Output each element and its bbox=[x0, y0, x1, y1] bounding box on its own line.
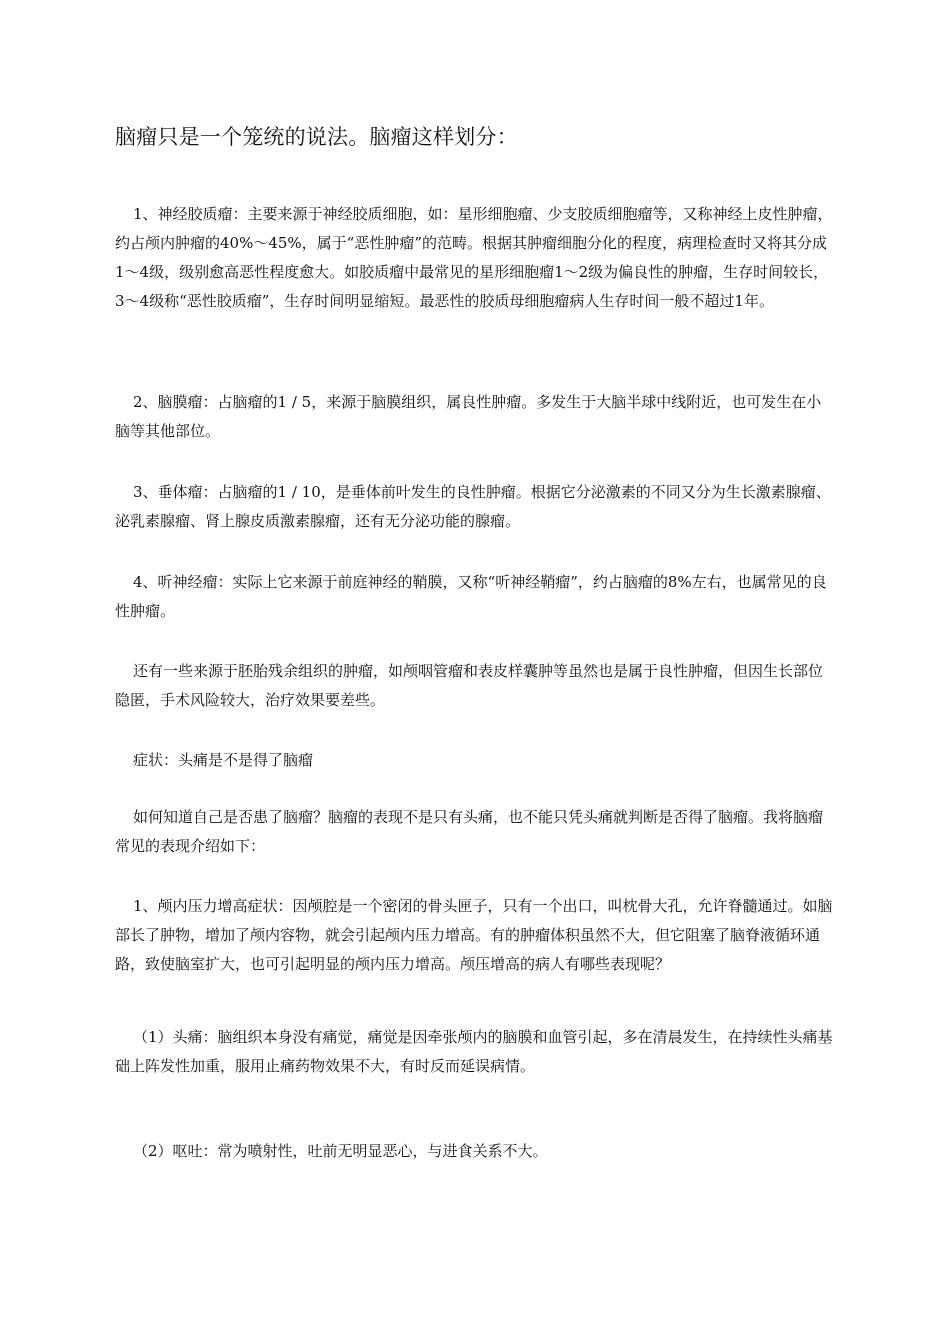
paragraph-acoustic-neuroma: 4、听神经瘤：实际上它来源于前庭神经的鞘膜，又称“听神经鞘瘤”，约占脑瘤的8%左右，也属常见的良性肿瘤。 bbox=[115, 573, 827, 620]
paragraph-symptoms-heading: 症状：头痛是不是得了脑瘤 bbox=[133, 751, 314, 769]
paragraph-headache: （1）头痛：脑组织本身没有痛觉，痛觉是因牵张颅内的脑膜和血管引起，多在清晨发生，在持续性头痛基础上阵发性加重，服用止痛药物效果不大，有时反而延误病情。 bbox=[115, 1028, 833, 1075]
paragraph-meningioma: 2、脑膜瘤：占脑瘤的1 / 5，来源于脑膜组织，属良性肿瘤。多发生于大脑半球中线附近，也可发生在小脑等其他部位。 bbox=[115, 393, 822, 440]
paragraph-glioma: 1、神经胶质瘤：主要来源于神经胶质细胞，如：星形细胞瘤、少支胶质细胞瘤等，又称神经上皮性肿瘤，约占颅内肿瘤的40%～45%，属于“恶性肿瘤”的范畴。根据其肿瘤细胞分化的程度，病理检查时又将其分成1～4级，级别愈高恶性程度愈大。如胶质瘤中最常见的星形细胞瘤1～2级为偏良性的肿瘤，生存时间较长，3～4级称“恶性胶质瘤”，生存时间明显缩短。最恶性的胶质母细胞瘤病人生存时间一般不超过1年。 bbox=[115, 205, 833, 310]
paragraph-intracranial-pressure: 1、颅内压力增高症状：因颅腔是一个密闭的骨头匣子，只有一个出口，叫枕骨大孔，允许脊髓通过。如脑部长了肿物，增加了颅内容物，就会引起颅内压力增高。有的肿瘤体积虽然不大，但它阻塞了脑脊液循环通路，致使脑室扩大，也可引起明显的颅内压力增高。颅压增高的病人有哪些表现呢？ bbox=[115, 897, 833, 973]
paragraph-vomiting: （2）呕吐：常为喷射性，吐前无明显恶心，与进食关系不大。 bbox=[133, 1142, 548, 1160]
paragraph-embryonic-tumors: 还有一些来源于胚胎残余组织的肿瘤，如颅咽管瘤和表皮样囊肿等虽然也是属于良性肿瘤，但因生长部位隐匿，手术风险较大，治疗效果要差些。 bbox=[115, 662, 824, 709]
document-title: 脑瘤只是一个笼统的说法。脑瘤这样划分： bbox=[115, 125, 518, 149]
paragraph-pituitary-tumor: 3、垂体瘤：占脑瘤的1 / 10，是垂体前叶发生的良性肿瘤。根据它分泌激素的不同又分为生长激素腺瘤、泌乳素腺瘤、肾上腺皮质激素腺瘤，还有无分泌功能的腺瘤。 bbox=[115, 483, 831, 530]
paragraph-symptoms-intro: 如何知道自己是否患了脑瘤？脑瘤的表现不是只有头痛，也不能只凭头痛就判断是否得了脑瘤。我将脑瘤常见的表现介绍如下： bbox=[115, 808, 824, 855]
